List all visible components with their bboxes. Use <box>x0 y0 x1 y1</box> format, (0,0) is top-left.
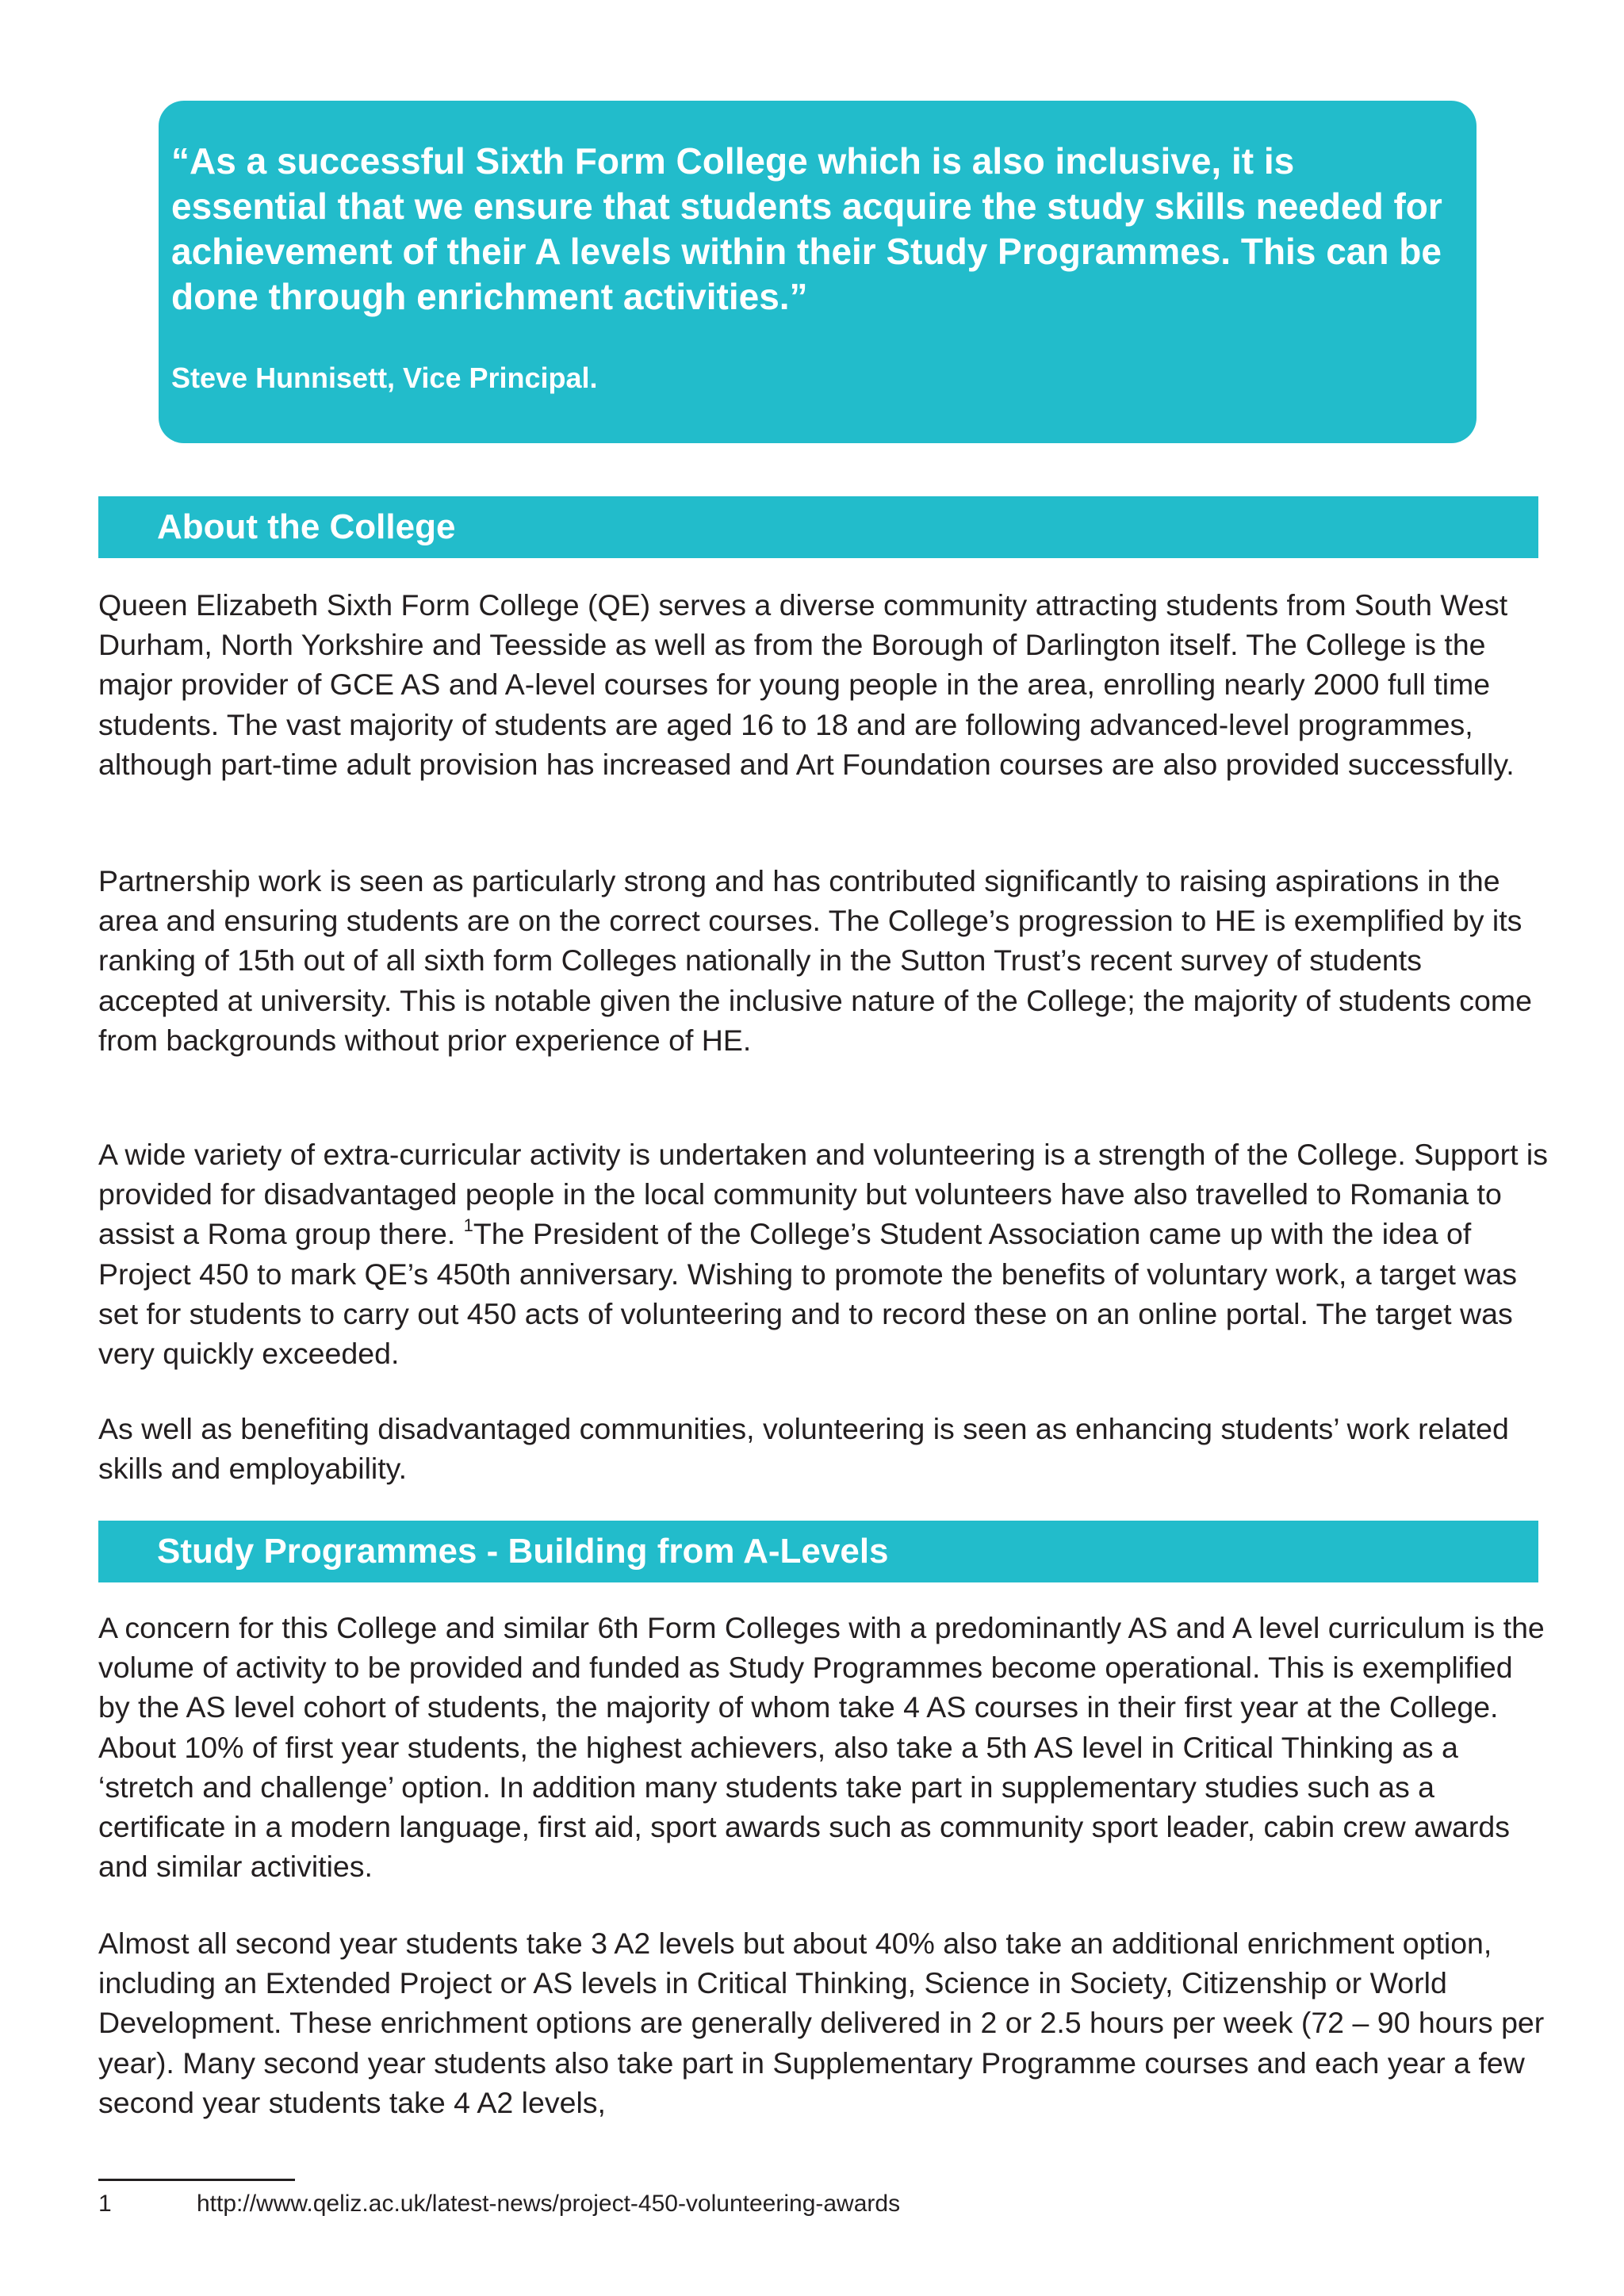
about-paragraph-3-part-1: A wide variety of extra-curricular activity is undertaken and volunteering is a strength of the College. Support is provided for disadvantaged people in the local community but volunteers have also travelled to Romania to assist a Roma group there. <box>98 1138 1549 1251</box>
study-paragraph-1: A concern for this College and similar 6th Form Colleges with a predominantly AS and A level curriculum is the volume of activity to be provided and funded as Study Programmes become operational. This is exemplified by the AS level cohort of students, the majority of whom take 4 AS courses in their first year at the College. About 10% of first year students, the highest achievers, also take a 5th AS level in Critical Thinking as a ‘stretch and challenge’ option. In addition many students take part in supplementary studies such as a certificate in a modern language, first aid, sport awards such as community sport leader, cabin crew awards and similar activities. <box>98 1611 1545 1884</box>
about-paragraph-4: As well as benefiting disadvantaged communities, volunteering is seen as enhancing students’ work related skills and employability. <box>98 1412 1509 1486</box>
about-paragraph-2: Partnership work is seen as particularly strong and has contributed significantly to raising aspirations in the area and ensuring students are on the correct courses. The College’s progression to HE is exemplified by its ranking of 15th out of all sixth form Colleges nationally in the Sutton Trust’s recent survey of students accepted at university. This is notable given the inclusive nature of the College; the majority of students come from backgrounds without prior experience of HE. <box>98 864 1532 1057</box>
about-paragraph-3 <box>98 1135 1549 1373</box>
section-heading-study <box>98 1521 1538 1582</box>
quote-author: Steve Hunnisett, Vice Principal. <box>171 362 598 394</box>
footnote-number: 1 <box>98 2191 112 2217</box>
about-paragraph-3-part-2: The President of the College’s Student Association came up with the idea of Project 450 to mark QE’s 450th anniversary. Wishing to promote the benefits of voluntary work, a target was set for students to carry out 450 acts of volunteering and to record these on an online portal. The target was very quickly exceeded. <box>98 1217 1518 1371</box>
footnote-divider <box>98 2179 295 2181</box>
about-paragraph-1: Queen Elizabeth Sixth Form College (QE) serves a diverse community attracting students from South West Durham, North Yorkshire and Teesside as well as from the Borough of Darlington itself. The College is the major provider of GCE AS and A-level courses for young people in the area, enrolling nearly 2000 full time students. The vast majority of students are aged 16 to 18 and are following advanced-level programmes, although part-time adult provision has increased and Art Foundation courses are also provided successfully. <box>98 588 1515 781</box>
quote-text: “As a successful Sixth Form College which is also inclusive, it is essential that we ensure that students acquire the study skills needed for achievement of their A levels within their Study Programmes. This can be done through enrichment activities.” <box>171 140 1442 317</box>
section-heading-about <box>98 496 1538 558</box>
pull-quote-box <box>159 101 1477 443</box>
footnote-reference: 1 <box>463 1215 473 1236</box>
footnote-url: http://www.qeliz.ac.uk/latest-news/project-450-volunteering-awards <box>197 2191 901 2217</box>
study-paragraph-2: Almost all second year students take 3 A2 levels but about 40% also take an additional enrichment option, including an Extended Project or AS levels in Critical Thinking, Science in Society, Citizenship or World Development. These enrichment options are generally delivered in 2 or 2.5 hours per week (72 – 90 hours per year). Many second year students also take part in Supplementary Programme courses and each year a few second year students take 4 A2 levels, <box>98 1927 1545 2119</box>
section-heading-about-label: About the College <box>157 507 456 546</box>
section-heading-study-label: Study Programmes - Building from A-Levels <box>157 1532 889 1571</box>
